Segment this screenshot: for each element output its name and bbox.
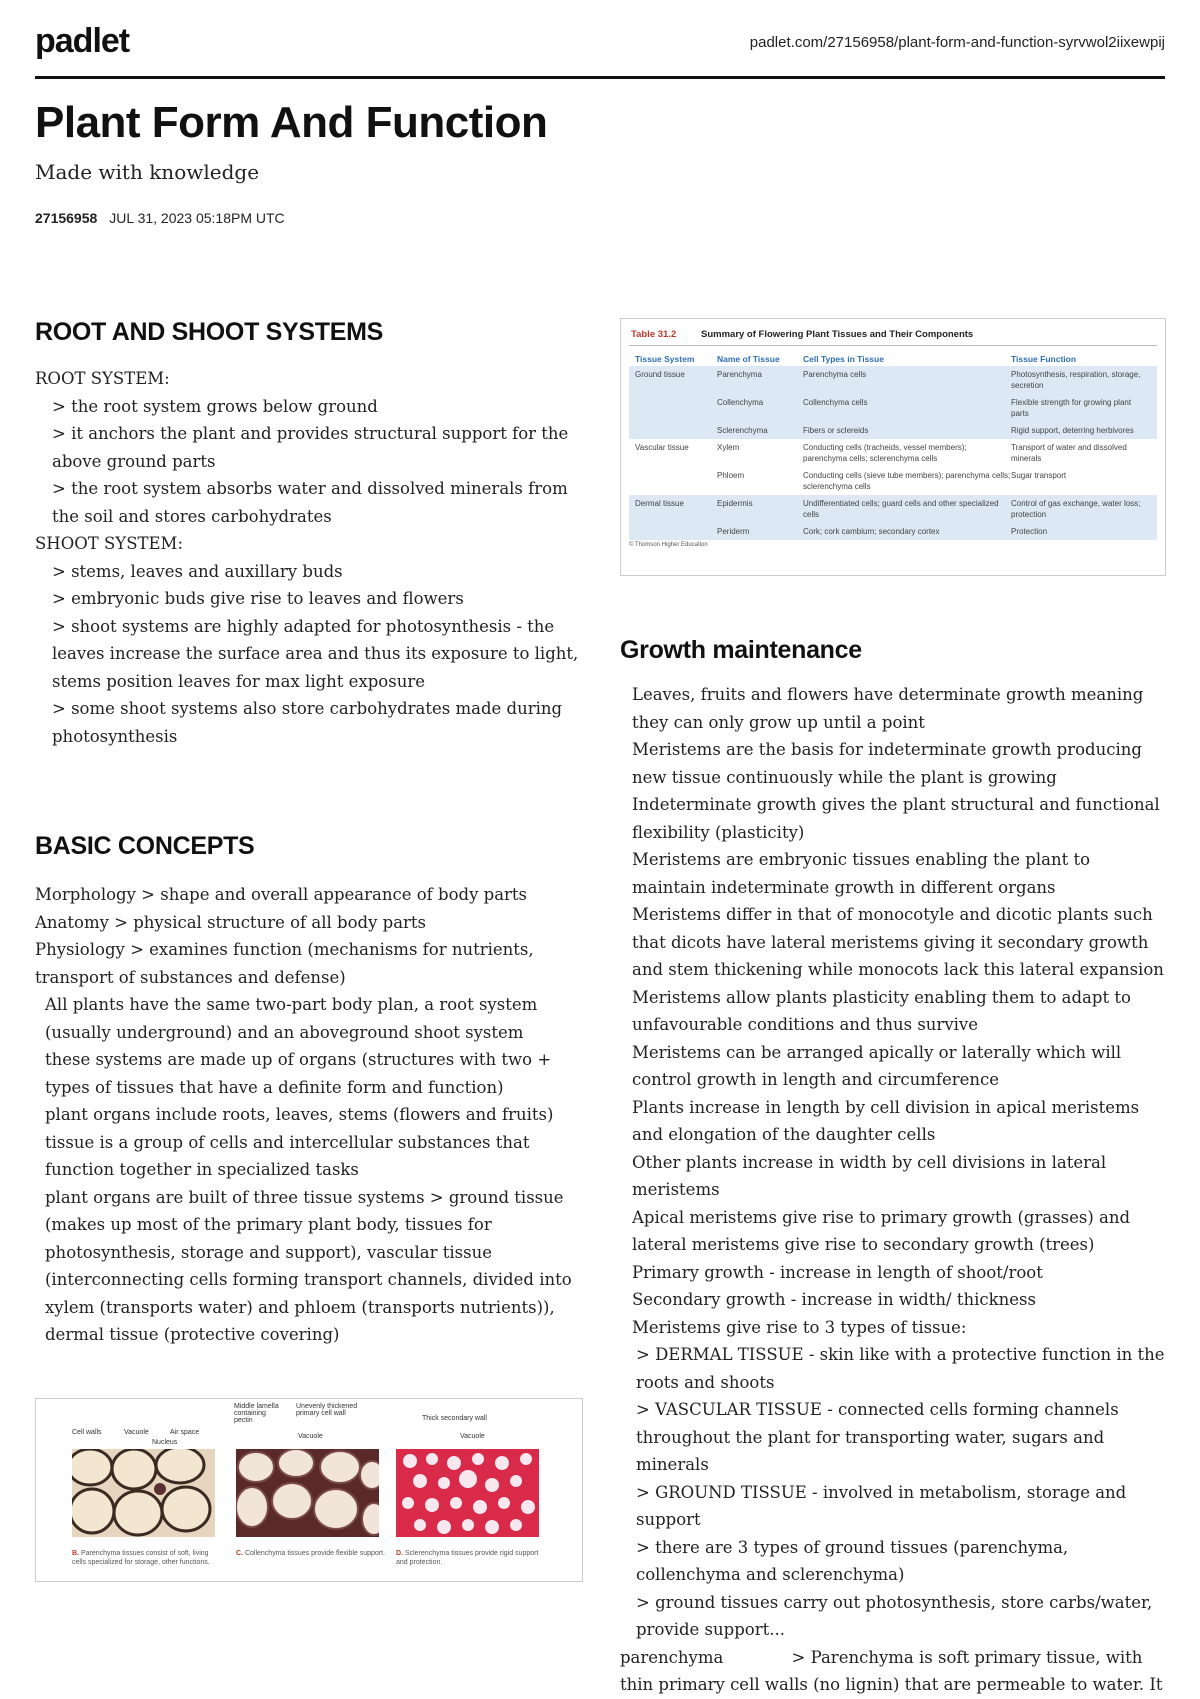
collenchyma-image [236,1449,379,1537]
text-line: > there are 3 types of ground tissues (parenchyma, collenchyma and sclerenchyma) [636,1537,1069,1584]
figure-label: Vacuole [124,1429,149,1436]
text-line: Meristems give rise to 3 types of tissue: [632,1317,967,1337]
table-number: Table 31.2 [631,329,677,340]
padlet-logo[interactable]: padlet [35,22,130,60]
table-header [629,325,1157,346]
table-row: Vascular tissue Xylem Conducting cells (tracheids, vessel members); parenchyma cells; sclerenchyma cells Transport of water and dissolved minerals [635,443,1127,463]
text-line: > the root system grows below ground [52,396,378,416]
page-title: Plant Form And Function [35,98,548,147]
table-row: Sclerenchyma Fibers or sclereids Rigid support, deterring herbivores [717,426,1134,435]
text-line: Plants increase in length by cell division in apical meristems and elongation of the daughter cells [632,1097,1140,1144]
figure-label: Thick secondary wall [422,1415,487,1422]
text-line: > DERMAL TISSUE - skin like with a protective function in the roots and shoots [636,1345,1165,1392]
column-header: Tissue System [635,354,695,364]
table-row: Periderm Cork; cork cambium; secondary cortex Protection [717,527,1048,536]
table-row: Collenchyma Collenchyma cells Flexible strength for growing plant parts [717,398,1132,418]
text-line: Meristems can be arranged apically or laterally which will control growth in length and circumference [632,1042,1122,1089]
table-row: Phloem Conducting cells (sieve tube members); parenchyma cells; sclerenchyma cells Sugar transport [717,471,1067,491]
text-line: Meristems differ in that of monocotyle and dicotic plants such that dicots have lateral meristems giving it secondary growth and stem thickening while monocots lack this lateral expansion [632,905,1164,979]
page-subtitle: Made with knowledge [35,160,260,184]
post-title: BASIC CONCEPTS [35,832,255,860]
figure-caption: C. Collenchyma tissues provide flexible support. [236,1550,386,1557]
table-columns [629,346,1157,366]
text-line: parenchyma > Parenchyma is soft primary tissue, with thin primary cell walls (no lignin) that are permeable to water. It [620,1647,1163,1694]
page-header [35,22,1165,79]
text-line: Indeterminate growth gives the plant structural and functional flexibility (plasticity) [632,795,1160,842]
text-line: plant organs are built of three tissue systems > ground tissue (makes up most of the primary plant body, tissues for photosynthesis, storage and support), vascular tissue (interconnecting cells forming transport channels, divided into xylem (transports water) and phloem (transports nutrients)), dermal tissue (protective covering) [45,1187,572,1344]
text-line: Anatomy > physical structure of all body parts [35,912,427,932]
text-line: Meristems allow plants plasticity enabling them to adapt to unfavourable conditions and thus survive [632,987,1131,1034]
text-line: > some shoot systems also store carbohydrates made during photosynthesis [52,699,563,746]
text-line: SHOOT SYSTEM: [35,534,184,553]
figure-caption: B. Parenchyma tissues consist of soft, living cells specialized for storage, other functions. [72,1550,210,1566]
text-line: Leaves, fruits and flowers have determinate growth meaning they can only grow up until a point [632,685,1144,732]
text-line: Other plants increase in width by cell divisions in lateral meristems [632,1152,1107,1199]
text-line: > embryonic buds give rise to leaves and flowers [52,589,464,608]
post-title: Growth maintenance [620,636,862,664]
text-line: > the root system absorbs water and dissolved minerals from the soil and stores carbohydrates [52,479,568,526]
figure-label: Vacuole [298,1433,323,1440]
table-row: Dermal tissue Epidermis Undifferentiated cells; guard cells and other specialized cells Control of gas exchange, water loss; protection [635,499,1141,519]
plant-tissues-table-image[interactable] [620,318,1166,576]
figure-label: Unevenly thickened primary cell wall [296,1403,358,1417]
text-line: Physiology > examines function (mechanisms for nutrients, transport of substances and defense) [35,940,534,987]
figure-caption: D. Sclerenchyma tissues provide rigid support and protection. [396,1550,539,1566]
sclerenchyma-image [396,1449,539,1537]
text-line: plant organs include roots, leaves, stems (flowers and fruits) [45,1105,554,1124]
text-line: Meristems are embryonic tissues enabling the plant to maintain indeterminate growth in different organs [632,850,1091,897]
post-body [620,681,1168,1699]
text-line: > ground tissues carry out photosynthesis, store carbs/water, provide support... [636,1592,1153,1639]
text-line: Apical meristems give rise to primary growth (grasses) and lateral meristems give rise to secondary growth (trees) [632,1207,1131,1254]
text-line: tissue is a group of cells and intercellular substances that function together in specialized tasks [45,1132,530,1179]
text-line: > VASCULAR TISSUE - connected cells forming channels throughout the plant for transporting water, sugars and minerals [636,1400,1119,1474]
post-basic-concepts [35,832,583,1349]
text-line: these systems are made up of organs (structures with two + types of tissues that have a definite form and function) [45,1050,552,1097]
post-root-shoot [35,318,583,750]
text-line: ROOT SYSTEM: [35,369,170,388]
text-line: All plants have the same two-part body plan, a root system (usually underground) and an aboveground shoot system [45,995,538,1042]
figure-label: Middle lamella containing pectin [234,1403,279,1424]
column-header: Cell Types in Tissue [803,354,884,364]
post-body [35,881,583,1349]
table-row: Ground tissue Parenchyma Parenchyma cells Photosynthesis, respiration, storage, secretion [635,370,1141,390]
text-line: Primary growth - increase in length of shoot/root [632,1262,1043,1282]
column-header: Name of Tissue [717,354,780,364]
text-line: > GROUND TISSUE - involved in metabolism, storage and support [636,1482,1127,1529]
page-url[interactable]: padlet.com/27156958/plant-form-and-function-syrvwol2iixewpij [749,34,1165,51]
text-line: > stems, leaves and auxillary buds [52,561,343,581]
post-growth-maintenance [620,636,1168,1699]
text-line: Morphology > shape and overall appearance of body parts [35,885,528,904]
figure-label: Cell walls [72,1429,102,1436]
text-line: Secondary growth - increase in width/ thickness [632,1290,1036,1309]
page-meta [35,210,285,226]
text-line: > shoot systems are highly adapted for photosynthesis - the leaves increase the surface area and thus its exposure to light, stems position leaves for max light exposure [52,616,579,691]
text-line: > it anchors the plant and provides structural support for the above ground parts [52,424,569,471]
padlet-id: 27156958 [35,210,98,226]
figure-label: Vacuole [460,1433,485,1440]
parenchyma-image [72,1449,215,1537]
tissue-micrograph-figure[interactable] [35,1398,583,1582]
figure-label: Nucleus [152,1439,178,1446]
post-body [35,365,583,750]
page-date: JUL 31, 2023 05:18PM UTC [109,210,285,226]
table-footer: © Thomson Higher Education [629,542,708,548]
post-title: ROOT AND SHOOT SYSTEMS [35,318,384,346]
column-header: Tissue Function [1011,354,1077,364]
figure-label: Air space [170,1429,200,1436]
text-line: Meristems are the basis for indeterminate growth producing new tissue continuously while the plant is growing [632,740,1142,787]
table-caption: Summary of Flowering Plant Tissues and Their Components [701,329,974,340]
